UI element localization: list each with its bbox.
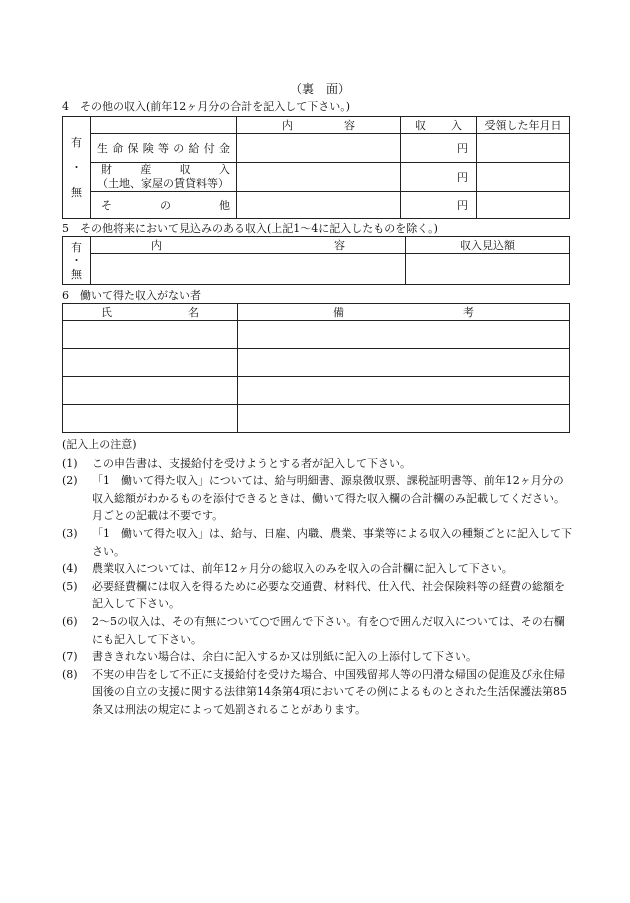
section4-header-blank bbox=[91, 117, 237, 134]
notes-section bbox=[62, 436, 572, 719]
page-title: （裏 面） bbox=[290, 82, 351, 96]
note-item: (4) 農業収入については、前年12ヶ月分の総収入のみを収入の合計欄に記入して下さい。 bbox=[62, 562, 513, 576]
section6-remarks-field[interactable] bbox=[238, 405, 570, 433]
section4-header-income: 収 入 bbox=[401, 117, 477, 134]
row-other-amount[interactable]: 円 bbox=[401, 192, 477, 219]
section5-content-field[interactable] bbox=[91, 254, 406, 285]
note-item: (7) 書ききれない場合は、余白に記入するか又は別紙に記入の上添付して下さい。 bbox=[62, 650, 477, 664]
note-item: (5) 必要経費欄には収入を得るために必要な交通費、材料代、仕入代、社会保険料等の経費の総額を記入して下さい。 bbox=[62, 579, 565, 611]
section6-name-field[interactable] bbox=[63, 405, 238, 433]
section6-name-field[interactable] bbox=[63, 321, 238, 349]
section6-name-field[interactable] bbox=[63, 377, 238, 405]
section4-side-label: 有 ・ 無 bbox=[63, 117, 91, 219]
note-item: (6) 2～5の収入は、その有無について○で囲んで下さい。有を○で囲んだ収入については、その右欄にも記入して下さい。 bbox=[62, 614, 565, 646]
section5-expected-field[interactable] bbox=[406, 254, 570, 285]
section6-header-name: 氏 名 bbox=[63, 304, 238, 321]
note-item: (8) 不実の申告をして不正に支援給付を受けた場合、中国残留邦人等の円滑な帰国の促進及び永住帰国後の自立の支援に関する法律第14条第4項においてその例によるものとされた生活保護法第85条又は刑法の規定によって処罰されることがあります。 bbox=[62, 667, 567, 716]
section5-table bbox=[62, 236, 570, 285]
section5-side-label: 有 ・ 無 bbox=[63, 237, 91, 285]
section6-table bbox=[62, 303, 570, 433]
section4-title: 4 その他の収入(前年12ヶ月分の合計を記入して下さい。) bbox=[62, 100, 351, 113]
section6-title: 6 働いて得た収入がない者 bbox=[62, 289, 201, 302]
section4-header-content: 内 容 bbox=[237, 117, 401, 134]
note-item: (2) 「1 働いて得た収入」については、給与明細書、源泉徴収票、課税証明書等、前年12ヶ月分の収入総額がわかるものを添付できるときは、働いて得た収入欄の合計欄のみ記載してください。月ごとの記載は不要です。 bbox=[62, 474, 565, 523]
section6-remarks-field[interactable] bbox=[238, 321, 570, 349]
section4-table bbox=[62, 116, 570, 219]
row-other-content[interactable] bbox=[237, 192, 401, 219]
row-property-income-amount[interactable]: 円 bbox=[401, 163, 477, 192]
section6-remarks-field[interactable] bbox=[238, 377, 570, 405]
note-item: (3) 「1 働いて得た収入」は、給与、日雇、内職、農業、事業等による収入の種類ごとに記入して下さい。 bbox=[62, 526, 572, 558]
row-property-income-label: 財 産 収 入 （土地、家屋の賃貸料等） bbox=[91, 163, 237, 192]
row-life-insurance-content[interactable] bbox=[237, 134, 401, 163]
row-other-label: そ の 他 bbox=[91, 192, 237, 219]
row-life-insurance-amount[interactable]: 円 bbox=[401, 134, 477, 163]
section6-name-field[interactable] bbox=[63, 349, 238, 377]
note-item: (1) この申告書は、支援給付を受けようとする者が記入して下さい。 bbox=[62, 456, 411, 470]
section6-remarks-field[interactable] bbox=[238, 349, 570, 377]
row-property-income-date[interactable] bbox=[477, 163, 570, 192]
row-property-income-content[interactable] bbox=[237, 163, 401, 192]
section5-header-expected: 収入見込額 bbox=[406, 237, 570, 254]
section5-header-content: 内 容 bbox=[91, 237, 406, 254]
section4-header-date: 受領した年月日 bbox=[477, 117, 570, 134]
row-other-date[interactable] bbox=[477, 192, 570, 219]
row-life-insurance-label: 生 命 保 険 等 の 給 付 金 bbox=[91, 134, 237, 163]
section6-header-remarks: 備 考 bbox=[238, 304, 570, 321]
notes-title: (記入上の注意) bbox=[62, 438, 137, 451]
section5-title: 5 その他将来において見込みのある収入(上記1～4に記入したものを除く。) bbox=[62, 222, 438, 235]
row-life-insurance-date[interactable] bbox=[477, 134, 570, 163]
